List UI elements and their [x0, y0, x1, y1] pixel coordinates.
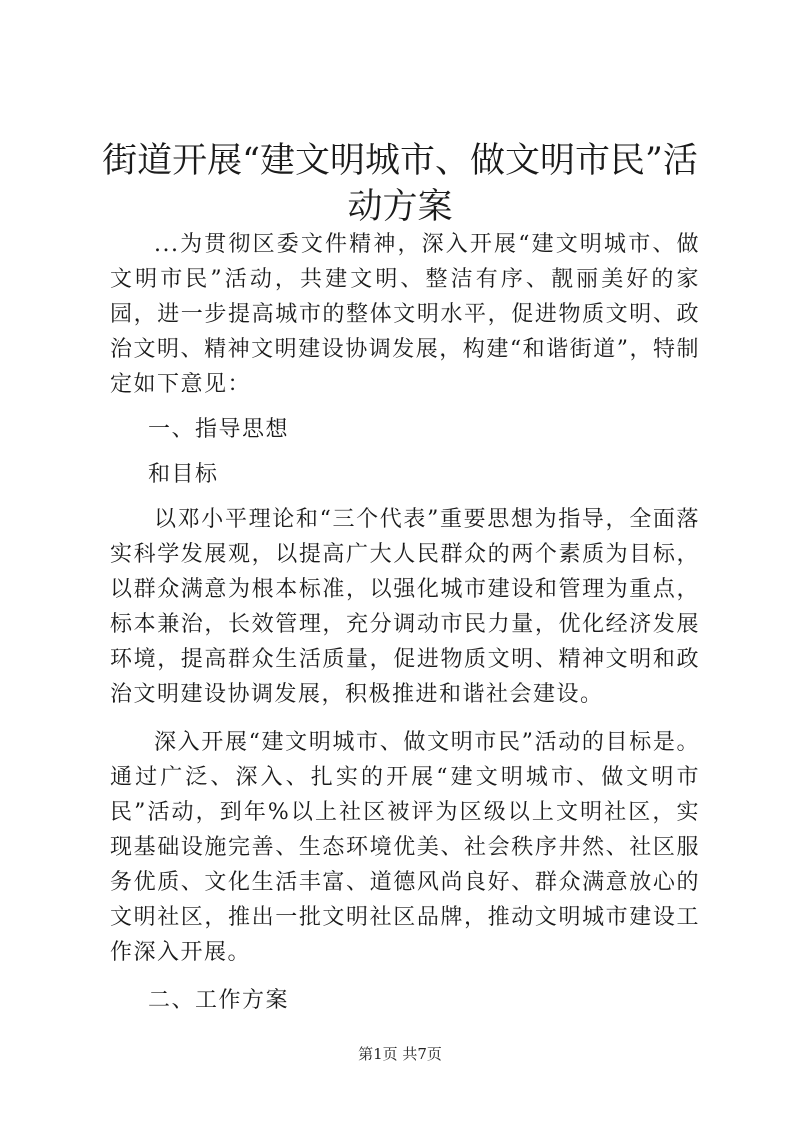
section-heading-guiding-ideology: 一、指导思想 [148, 417, 290, 442]
page-footer: 第1页 共7页 [358, 1045, 442, 1063]
section-heading-work-plan: 二、工作方案 [148, 988, 290, 1013]
document-title: 街道开展“建文明城市、做文明市民”活动方案 [102, 141, 698, 227]
document-body [110, 227, 700, 1018]
section-subheading-goals: 和目标 [148, 462, 219, 487]
guiding-ideology-paragraph: 以邓小平理论和“三个代表”重要思想为指导，全面落实科学发展观，以提高广大人民群众的两个素质为目标，以群众满意为根本标准，以强化城市建设和管理为重点，标本兼治，长效管理，充分调动市民力量，优化经济发展环境，提高群众生活质量，促进物质文明、精神文明和政治文明建设协调发展，积极推进和谐社会建设。 [110, 507, 700, 707]
intro-paragraph: ...为贯彻区委文件精神，深入开展“建文明城市、做文明市民”活动，共建文明、整洁有序、靓丽美好的家园，进一步提高城市的整体文明水平，促进物质文明、政治文明、精神文明建设协调发展，构建“和谐街道”，特制定如下意见： [110, 232, 700, 397]
goals-paragraph: 深入开展“建文明城市、做文明市民”活动的目标是。通过广泛、深入、扎实的开展“建文明城市、做文明市民”活动，到年%以上社区被评为区级以上文明社区，实现基础设施完善、生态环境优美、社会秩序井然、社区服务优质、文化生活丰富、道德风尚良好、群众满意放心的文明社区，推出一批文明社区品牌，推动文明城市建设工作深入开展。 [110, 730, 700, 965]
